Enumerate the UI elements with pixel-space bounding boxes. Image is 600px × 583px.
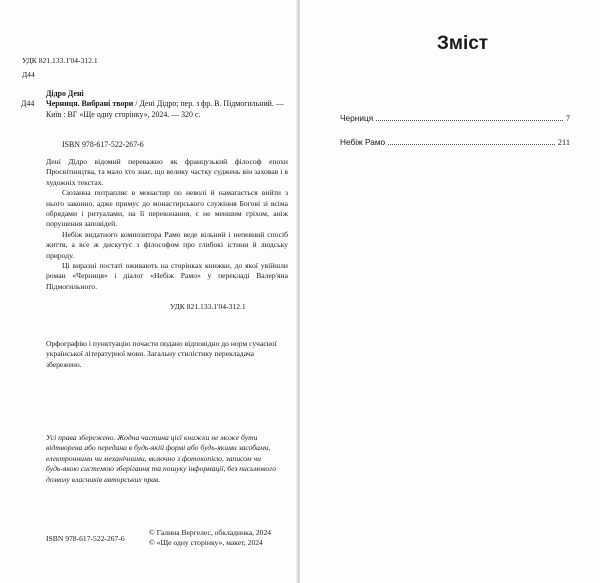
annotation-paragraph: Сюзанна потрапляє в монастир по неволі й намагається вийти з нього законно, адже примус до монастирського служіння Богові зі всіма обрядами і ритуалами, на її переконання, є не меншим гріхом, аніж порушення заповідей. [46,188,288,229]
toc-entry[interactable] [340,137,570,147]
toc-entry-title: Черниця [340,113,374,123]
toc-leader-dots [388,138,555,145]
right-page [300,0,600,583]
copyright-layout: © «Ще одну сторінку», макет, 2024 [149,538,263,548]
copyright-block [149,528,271,549]
toc-entry-page: 7 [565,114,570,123]
udc-code-repeat: УДК 821.133.1'04-312.1 [170,302,246,311]
udc-code: УДК 821.133.1'04-312.1 [22,56,98,65]
left-page [0,0,298,583]
rights-notice: Усі права збережено. Жодна частина цієї книжки не може бути відтворена або передана в будь-якій формі або будь-якими засобами, електронними чи механічними, включно з фотокопією, записом чи будь-якою системою зберігання та пошуку інформації, без письмового дозволу власників авторських прав. [46,433,277,484]
copyright-cover: © Галина Вергелес, обкладинка, 2024 [149,528,272,537]
author-mark: Д44 [22,70,35,79]
contents-heading: Зміст [437,33,489,54]
orthography-note: Орфографію і пунктуацію почасти подано відповідно до норм сучасної української літературної мови. Загальну стилістику перекладача збережено. [46,339,277,369]
toc-entry-title: Небіж Рамо [340,137,386,147]
isbn-bottom: ISBN 978-617-522-267-6 [46,534,125,543]
annotation-paragraph: Небіж видатного композитора Рамо веде вільний і непевний спосіб життя, а все ж дискутує з філософом про глибокі істини й людську природу. [46,229,288,260]
bibliographic-description [46,99,284,120]
toc-entry[interactable] [340,113,570,123]
author-mark-2: Д44 [21,99,35,108]
annotation-paragraph: Ці виразні постаті оживають на сторінках книжки, до якої увійшли роман «Черниця» і діалог «Небіж Рамо» у перекладі Валер'яна Підмогильного. [46,261,288,291]
author-name: Дідро Дені [46,89,84,98]
toc-leader-dots [376,114,563,121]
isbn: ISBN 978-617-522-267-6 [62,140,144,149]
annotation-paragraph: Дені Дідро відомий переважно як французький філософ епохи Просвітництва, та мало хто знає, що велику частку суджень він заховав і в художніх текстах. [46,157,288,187]
annotation [46,157,288,292]
toc-entry-page: 211 [557,138,570,147]
bibliographic-details: / Дені Дідро; пер. з фр. В. Підмогильний. — Київ : ВГ «Ще одну сторінку», 2024. — 320 с. [46,99,284,119]
book-title: Черниця. Вибрані твори [46,99,134,108]
